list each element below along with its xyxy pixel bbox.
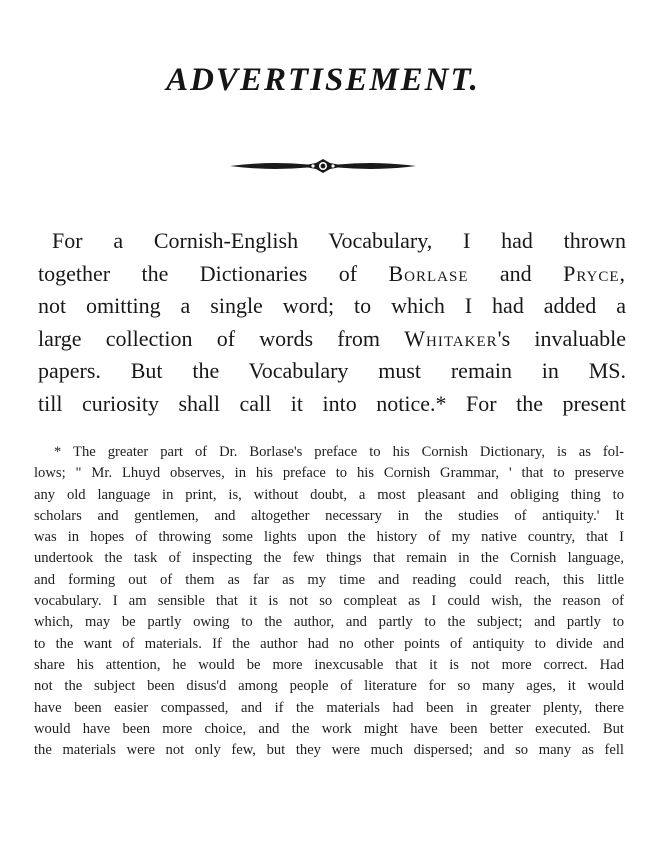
body-line-3: not omitting a single word; to which I had added a [38,293,626,318]
body-line-4-end: 's invaluable [497,325,626,351]
footnote-line: not the subject been disus'd among people of literature for so many ages, it would [34,678,624,695]
footnote-line: scholars and gentlemen, and altogether necessary in the studies of antiquity.' It [34,507,624,524]
page-title: ADVERTISEMENT. [166,62,480,98]
pryce-name: Pryce, [563,260,626,286]
body-line-6: till curiosity shall call it into notice.* For the present [38,390,626,416]
footnote-line: and forming out of them as far as my time and reading could reach, this little [34,571,624,588]
whitaker-name: Whitaker [404,325,498,351]
footnote-line: which, may be partly owing to the author, and partly to the subject; and partly to [34,614,624,631]
footnote-line: to the want of materials. If the author had no other points of antiquity to divide and [34,635,624,652]
footnote-line: would have been more choice, and the work might have been better executed. But [34,720,624,737]
body-line-4 [38,323,626,356]
body-line-2-start: together the Dictionaries of [38,260,389,286]
body-line-1: For a Cornish-English Vocabulary, I had thrown [52,228,626,253]
footnote-line: lows; " Mr. Lhuyd observes, in his preface to his Cornish Grammar, ' that to preserve [34,465,624,482]
footnote-line: was in hopes of throwing some lights upon the history of my native country, that I [34,529,624,546]
ornamental-rule-icon [228,156,418,176]
footnote-line: the materials were not only few, but they were much dispersed; and so many as fell [34,742,624,759]
advertisement-body [38,225,626,420]
footnote-line: share his attention, he would be more inexcusable that it is not more correct. Had [34,656,624,673]
footnote-line: any old language in print, is, without doubt, a most pleasant and obliging thing to [34,486,624,503]
body-line-2-mid: and [468,260,564,286]
body-line-2 [38,258,626,291]
footnote-line: have been easier compassed, and if the materials had been in greater plenty, there [34,699,624,716]
borlase-name: Borlase [388,260,469,286]
footnote-line: vocabulary. I am sensible that it is not so compleat as I could wish, the reason of [34,593,624,610]
footnote-line: undertook the task of inspecting the few things that remain in the Cornish language, [34,550,624,567]
footnote [34,442,624,761]
body-line-5: papers. But the Vocabulary must remain in MS. [38,358,626,383]
footnote-line: * The greater part of Dr. Borlase's preface to his Cornish Dictionary, is as fol- [54,444,624,460]
body-line-4-start: large collection of words from [38,325,405,351]
